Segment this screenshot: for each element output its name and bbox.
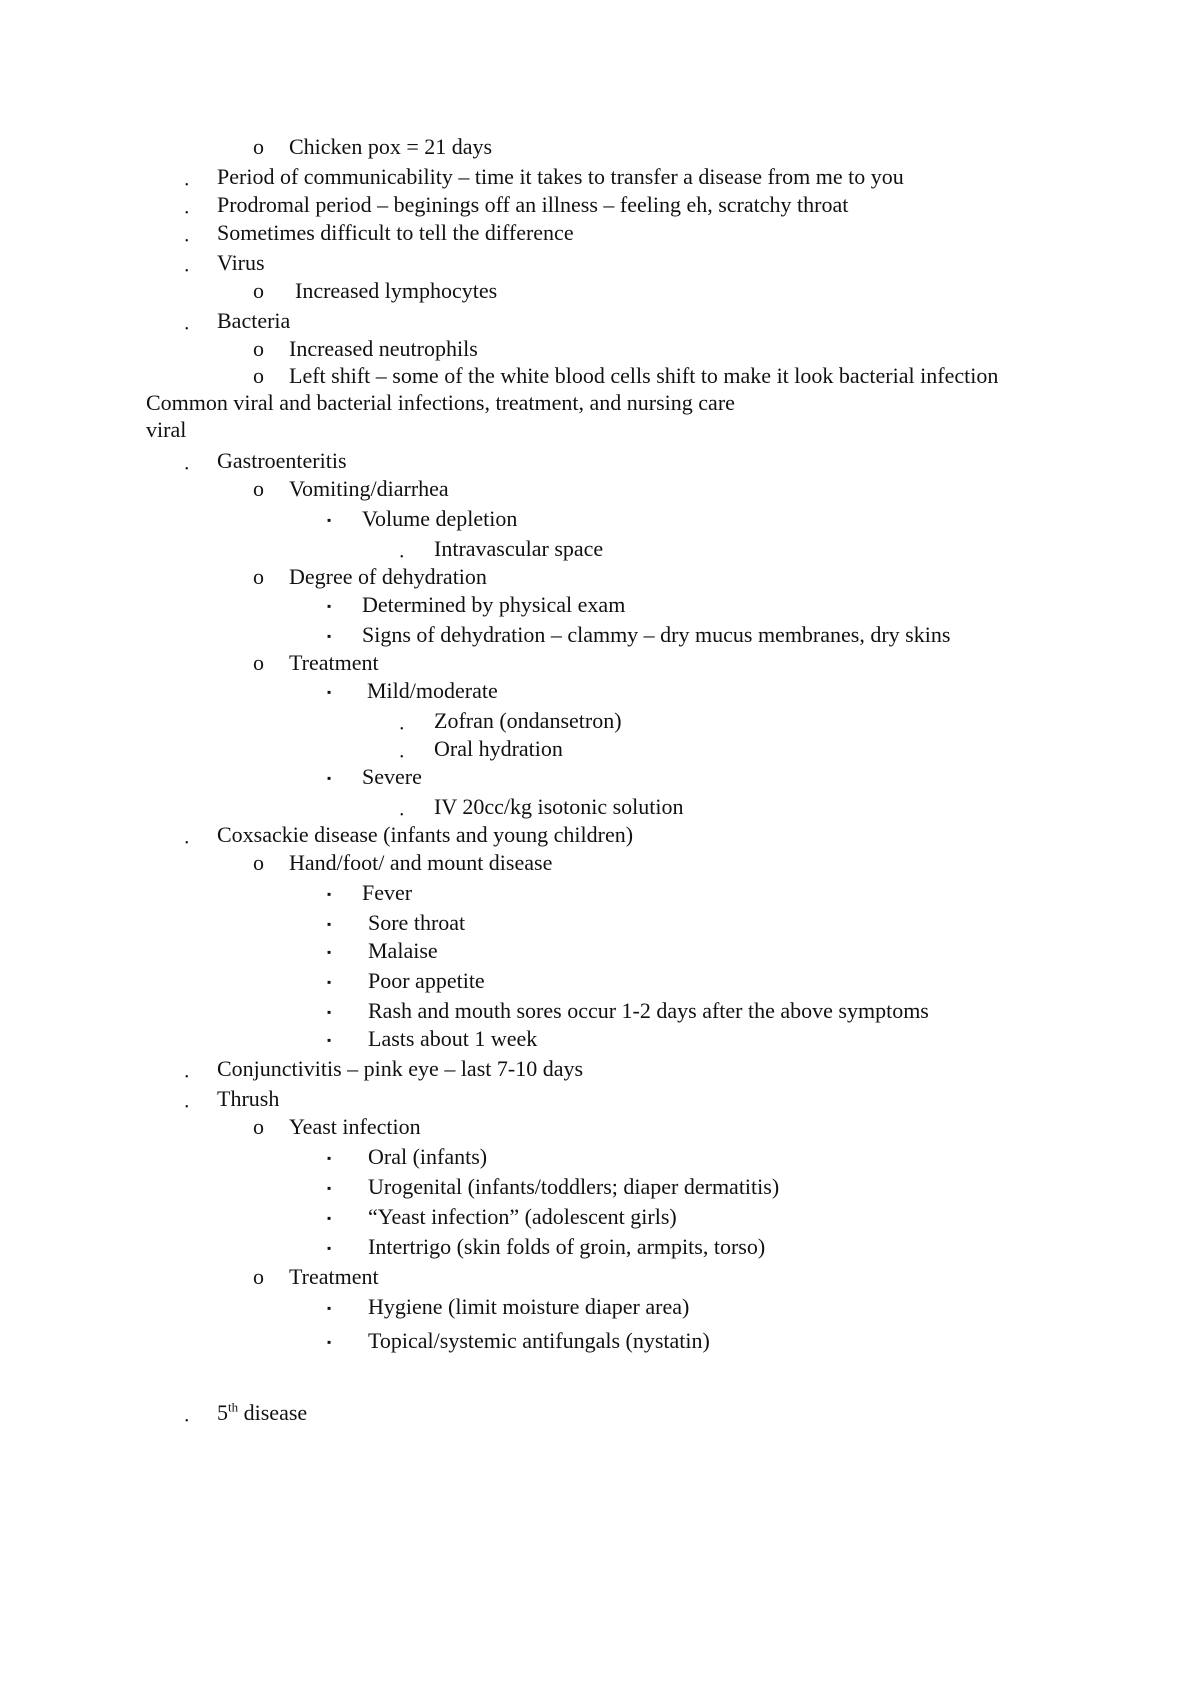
- list-item: Increased lymphocytes: [295, 278, 498, 303]
- bullet-marker: o: [253, 650, 264, 675]
- bullet-marker: o: [253, 134, 264, 159]
- list-item: Rash and mouth sores occur 1-2 days after the above symptoms: [368, 998, 929, 1023]
- bullet-marker: ▪: [327, 945, 332, 959]
- list-item: Zofran (ondansetron): [434, 708, 622, 733]
- list-item: Conjunctivitis – pink eye – last 7-10 days: [217, 1056, 584, 1081]
- bullet-marker: •: [185, 464, 189, 475]
- fifth-disease-superscript: th: [228, 1399, 239, 1415]
- list-item: Period of communicability – time it takes to transfer a disease from me to you: [217, 164, 904, 189]
- bullet-marker: ▪: [327, 685, 332, 699]
- bullet-marker: o: [253, 278, 264, 303]
- list-item: Prodromal period – beginings off an illness – feeling eh, scratchy throat: [217, 192, 849, 217]
- bullet-marker: •: [185, 180, 189, 191]
- list-item: Yeast infection: [289, 1114, 421, 1139]
- bullet-marker: ▪: [327, 917, 332, 931]
- bullet-marker: •: [185, 1072, 189, 1083]
- bullet-marker: ▪: [327, 1005, 332, 1019]
- bullet-marker: •: [185, 208, 189, 219]
- bullet-marker: ▪: [327, 1335, 332, 1349]
- list-item: Oral (infants): [368, 1144, 488, 1169]
- bullet-marker: ▪: [327, 887, 332, 901]
- bullet-marker: ▪: [327, 629, 332, 643]
- bullet-marker: ▪: [327, 1151, 332, 1165]
- list-item: Intravascular space: [434, 536, 604, 561]
- list-item: Hygiene (limit moisture diaper area): [368, 1294, 690, 1319]
- list-item: Coxsackie disease (infants and young children): [217, 822, 634, 847]
- bullet-marker: •: [400, 810, 404, 821]
- list-item: Hand/foot/ and mount disease: [289, 850, 553, 875]
- list-item: Degree of dehydration: [289, 564, 487, 589]
- list-item: Treatment: [289, 1264, 379, 1289]
- bullet-marker: •: [400, 724, 404, 735]
- list-item: Mild/moderate: [367, 678, 498, 703]
- bullet-marker: o: [253, 1114, 264, 1139]
- list-item: Intertrigo (skin folds of groin, armpits, torso): [368, 1234, 766, 1259]
- section-heading: viral: [146, 417, 187, 442]
- fifth-disease-prefix: 5: [217, 1400, 228, 1425]
- bullet-marker: •: [185, 1416, 189, 1427]
- bullet-marker: ▪: [327, 1241, 332, 1255]
- bullet-marker: ▪: [327, 1181, 332, 1195]
- list-item: “Yeast infection” (adolescent girls): [368, 1204, 677, 1229]
- list-item: Signs of dehydration – clammy – dry mucus membranes, dry skins: [362, 622, 951, 647]
- bullet-marker: o: [253, 476, 264, 501]
- list-item: Severe: [362, 764, 422, 789]
- list-item: Increased neutrophils: [289, 336, 478, 361]
- bullet-marker: •: [185, 1102, 189, 1113]
- bullet-marker: ▪: [327, 513, 332, 527]
- list-item: Sore throat: [368, 910, 466, 935]
- list-item: Lasts about 1 week: [368, 1026, 538, 1051]
- bullet-marker: ▪: [327, 1211, 332, 1225]
- bullet-marker: ▪: [327, 599, 332, 613]
- list-item: Thrush: [217, 1086, 280, 1111]
- list-item: Fever: [362, 880, 413, 905]
- list-item: Volume depletion: [362, 506, 518, 531]
- list-item: Malaise: [368, 938, 438, 963]
- list-item: Sometimes difficult to tell the difference: [217, 220, 574, 245]
- bullet-marker: •: [400, 752, 404, 763]
- bullet-marker: ▪: [327, 1301, 332, 1315]
- list-item: Chicken pox = 21 days: [289, 134, 493, 159]
- list-item: Urogenital (infants/toddlers; diaper dermatitis): [368, 1174, 780, 1199]
- bullet-marker: o: [253, 1264, 264, 1289]
- list-item: Poor appetite: [368, 968, 485, 993]
- bullet-marker: •: [185, 324, 189, 335]
- bullet-marker: ▪: [327, 975, 332, 989]
- bullet-marker: •: [185, 266, 189, 277]
- bullet-marker: o: [253, 850, 264, 875]
- bullet-marker: ▪: [327, 771, 332, 785]
- bullet-marker: •: [185, 236, 189, 247]
- list-item: Gastroenteritis: [217, 448, 347, 473]
- list-item-fifth-disease: [217, 1400, 307, 1426]
- list-item: Determined by physical exam: [362, 592, 626, 617]
- bullet-marker: •: [185, 838, 189, 849]
- bullet-marker: ▪: [327, 1033, 332, 1047]
- list-item: Treatment: [289, 650, 379, 675]
- bullet-marker: o: [253, 363, 264, 388]
- list-item: Virus: [217, 250, 265, 275]
- bullet-marker: o: [253, 564, 264, 589]
- bullet-marker: o: [253, 336, 264, 361]
- list-item: Oral hydration: [434, 736, 563, 761]
- list-item: IV 20cc/kg isotonic solution: [434, 794, 684, 819]
- list-item: Bacteria: [217, 308, 291, 333]
- list-item: Vomiting/diarrhea: [289, 476, 449, 501]
- fifth-disease-suffix: disease: [238, 1400, 308, 1425]
- section-heading: Common viral and bacterial infections, treatment, and nursing care: [146, 390, 735, 415]
- list-item: Topical/systemic antifungals (nystatin): [368, 1328, 710, 1353]
- list-item: Left shift – some of the white blood cells shift to make it look bacterial infection: [289, 363, 999, 388]
- bullet-marker: •: [400, 552, 404, 563]
